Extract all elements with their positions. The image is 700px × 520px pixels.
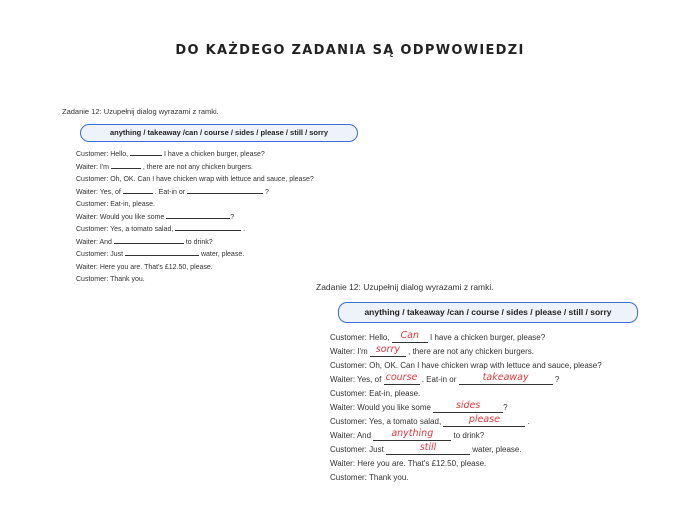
line-text: , there are not any chicken burgers. <box>405 347 534 356</box>
line-text: ? <box>552 375 560 384</box>
line-text: . Eat-in or <box>152 188 188 196</box>
dialog-line <box>330 414 530 427</box>
handwritten-answer: sides <box>455 400 481 411</box>
dialog-line <box>330 389 420 398</box>
dialog-line <box>330 372 560 385</box>
line-text: Customer: Oh, OK. Can I have chicken wrap with lettuce and sauce, please? <box>76 176 314 183</box>
dialog-line <box>76 264 213 271</box>
line-text: Waiter: Here you are. That's £12.50, please. <box>76 263 213 271</box>
handwritten-answer: Can <box>400 330 420 341</box>
dialog-line <box>330 330 546 343</box>
line-text: Waiter: I'm <box>330 347 370 356</box>
dialog-line <box>76 151 265 158</box>
dialog-line <box>330 442 522 455</box>
line-text: I have a chicken burger, please? <box>427 333 546 342</box>
line-text: Customer: Eat-in, please. <box>330 389 421 398</box>
handwritten-answer: takeaway <box>482 372 529 383</box>
line-text: Waiter: I'm <box>76 163 111 171</box>
line-text: Waiter: And <box>330 431 374 440</box>
dialog-line <box>76 201 155 208</box>
dialog-line <box>330 459 486 468</box>
line-text: Waiter: Yes, of <box>76 188 123 196</box>
answer-blank <box>386 442 470 455</box>
line-text: . <box>525 417 530 426</box>
line-text: Waiter: Yes, of <box>330 375 384 384</box>
line-text: I have a chicken burger, please? <box>162 151 265 158</box>
answer-blank <box>433 400 503 413</box>
line-text: Customer: Just <box>330 445 387 454</box>
page-title: DO KAŻDEGO ZADANIA SĄ ODPWOWIEDZI <box>175 43 525 58</box>
answer-blank <box>459 372 553 385</box>
line-text: Customer: Oh, OK. Can I have chicken wrap with lettuce and sauce, please? <box>330 361 602 370</box>
line-text: Waiter: Would you like some <box>330 403 434 412</box>
line-text: Customer: Yes, a tomato salad, <box>330 417 444 426</box>
handwritten-answer: still <box>419 442 437 453</box>
answer-blank <box>175 230 241 231</box>
task-instruction: Zadanie 12: Uzupełnij dialog wyrazami z ramki. <box>316 282 494 292</box>
line-text: Customer: Thank you. <box>76 276 145 283</box>
line-text: , there are not any chicken burgers. <box>140 163 253 171</box>
line-text: ? <box>503 403 508 412</box>
dialog-line <box>76 276 145 283</box>
answer-blank <box>370 344 406 357</box>
dialog-line <box>76 226 245 233</box>
dialog-line <box>330 361 602 370</box>
worksheet-blank <box>62 107 362 292</box>
line-text: Customer: Hello, <box>330 333 392 342</box>
dialog-line <box>76 214 234 221</box>
line-text: . <box>241 226 246 233</box>
line-text: Customer: Thank you. <box>330 473 409 482</box>
dialog-line <box>76 189 269 196</box>
answer-blank <box>373 428 451 441</box>
line-text: Waiter: And <box>76 238 114 246</box>
answer-blank <box>187 193 263 194</box>
dialog-line <box>76 164 253 171</box>
handwritten-answer: course <box>385 372 418 383</box>
line-text: . Eat-in or <box>419 375 459 384</box>
answer-blank <box>384 372 420 385</box>
line-text: ? <box>230 213 235 221</box>
word-box: anything / takeaway /can / course / sides / please / still / sorry <box>80 124 358 142</box>
line-text: to drink? <box>183 238 213 246</box>
answer-blank <box>111 168 141 169</box>
answer-blank <box>125 255 199 256</box>
line-text: ? <box>263 188 269 196</box>
line-text: Customer: Yes, a tomato salad, <box>76 226 176 233</box>
word-box: anything / takeaway /can / course / sides / please / still / sorry <box>338 302 638 323</box>
dialog-line <box>76 176 314 183</box>
answer-blank <box>114 243 184 244</box>
answer-blank <box>392 330 428 343</box>
task-instruction: Zadanie 12: Uzupełnij dialog wyrazami z ramki. <box>62 107 219 116</box>
answer-blank <box>123 193 153 194</box>
handwritten-answer: sorry <box>375 344 400 355</box>
dialog-line <box>76 251 244 258</box>
dialog-line <box>330 344 534 357</box>
dialog-line <box>330 473 409 482</box>
line-text: Waiter: Would you like some <box>76 213 167 221</box>
line-text: Customer: Just <box>76 251 126 258</box>
dialog-line <box>330 400 508 413</box>
line-text: Waiter: Here you are. That's £12.50, please. <box>330 459 487 468</box>
answer-blank <box>130 155 162 156</box>
handwritten-answer: anything <box>391 428 434 439</box>
handwritten-answer: please <box>468 414 500 425</box>
answer-blank <box>443 414 525 427</box>
line-text: Customer: Eat-in, please. <box>76 201 155 208</box>
dialog-line <box>330 428 485 441</box>
line-text: to drink? <box>451 431 485 440</box>
line-text: water, please. <box>470 445 522 454</box>
dialog-line <box>76 239 213 246</box>
worksheet-answered <box>316 282 656 502</box>
line-text: water, please. <box>199 251 245 258</box>
line-text: Customer: Hello, <box>76 151 131 158</box>
answer-blank <box>166 218 230 219</box>
